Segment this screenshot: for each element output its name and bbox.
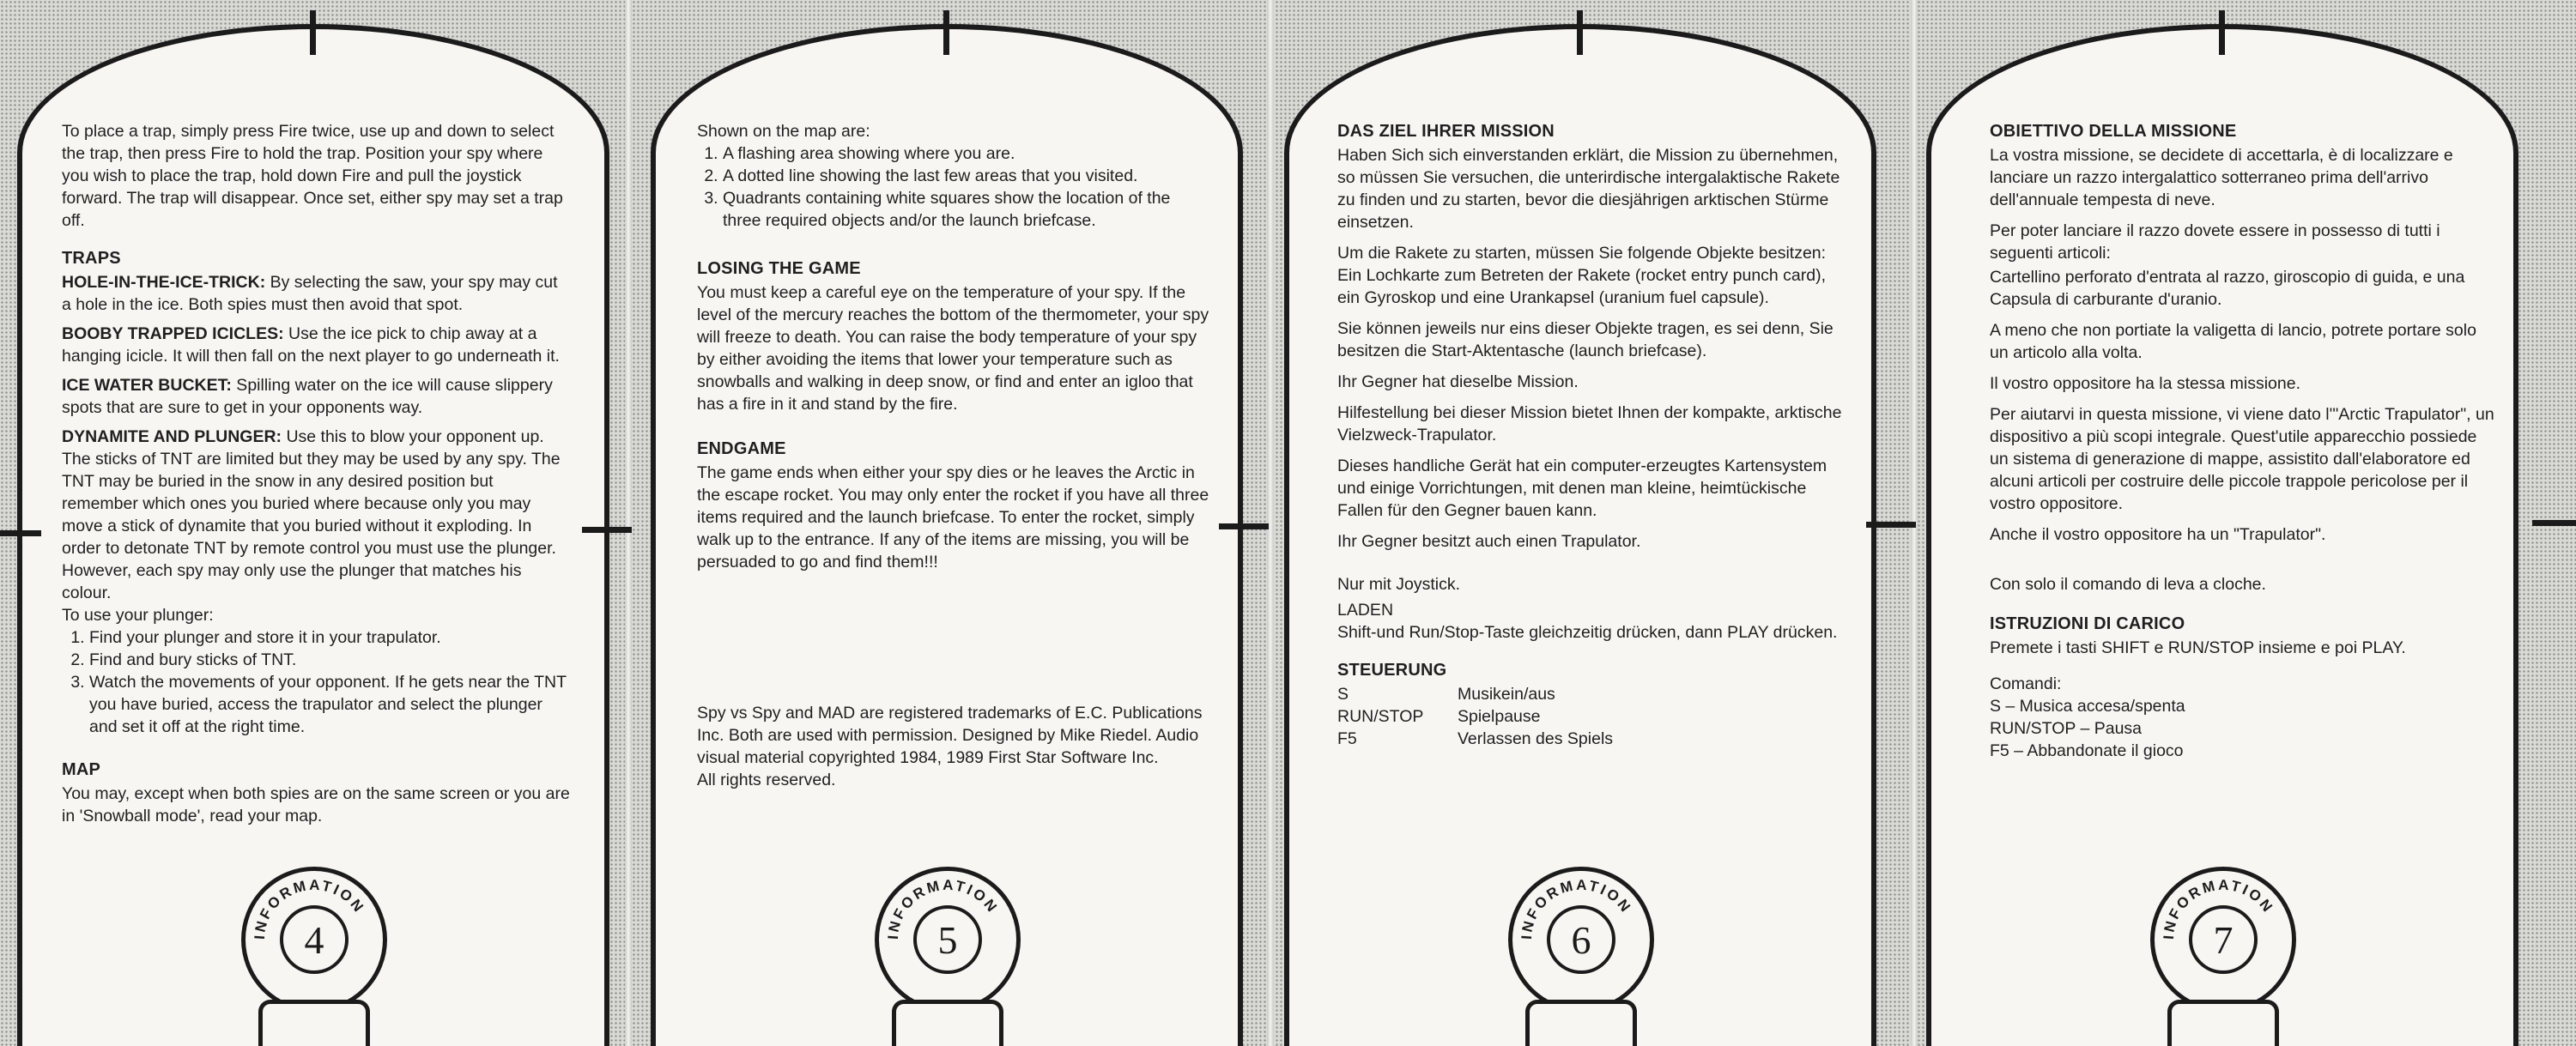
list-item: 2. Find and bury sticks of TNT. — [89, 649, 570, 671]
page-fold — [625, 0, 632, 1046]
trap-entry: HOLE-IN-THE-ICE-TRICK: By selecting the saw, your spy may cut a hole in the ice. Both spies must then avoid that spot. — [62, 273, 558, 314]
control-key: RUN/STOP — [1337, 707, 1424, 726]
controls-table — [1337, 683, 1846, 750]
command-item: RUN/STOP – Pausa — [1990, 719, 2143, 738]
information-badge — [241, 867, 387, 1013]
load-heading: ISTRUZIONI DI CARICO — [1990, 614, 2185, 633]
information-badge — [2150, 867, 2296, 1013]
paragraph: Cartellino perforato d'entrata al razzo, giroscopio di guida, e una Capsula di carburante d'uranio. — [1990, 268, 2465, 309]
load-text: Shift-und Run/Stop-Taste gleichzeitig drücken, dann PLAY drücken. — [1337, 623, 1838, 642]
losing-heading: LOSING THE GAME — [697, 259, 861, 278]
top-notch — [310, 10, 316, 55]
map-text: You may, except when both spies are on the same screen or you are in 'Snowball mode', read your map. — [62, 784, 570, 825]
paragraph: Ihr Gegner besitzt auch einen Trapulator. — [1337, 532, 1641, 551]
list-item: 1. A flashing area showing where you are. — [723, 142, 1210, 165]
list-item: 1. Find your plunger and store it in your trapulator. — [89, 626, 570, 649]
paragraph: Um die Rakete zu starten, müssen Sie folgende Objekte besitzen: Ein Lochkarte zum Betreten der Rakete (rocket entry punch card), ein Gyroskop und eine Urankapsel (uranium fuel capsule). — [1337, 244, 1827, 307]
map-items — [697, 142, 1210, 232]
page-7-content — [1990, 120, 2498, 762]
mission-heading: OBIETTIVO DELLA MISSIONE — [1990, 122, 2237, 141]
control-action: Verlassen des Spiels — [1458, 729, 1614, 748]
trademark-text: Spy vs Spy and MAD are registered trademarks of E.C. Publications Inc. Both are used with permission. Designed by Mike Riedel. Audio visual material copyrighted 1984, 1989 First Star Software Inc. — [697, 704, 1203, 767]
information-badge — [875, 867, 1021, 1013]
badge-stem — [1525, 1000, 1637, 1046]
trap-entry: DYNAMITE AND PLUNGER: Use this to blow your opponent up. The sticks of TNT are limited but they may be used by any spy. The TNT may be buried in the snow in any desired position but remember which ones you buried where because only you may move a stick of dynamite that you buried without it exploding. In order to detonate TNT by remote control you must use the plunger. However, each spy may only use the plunger that matches his colour. — [62, 427, 561, 602]
endgame-heading: ENDGAME — [697, 439, 786, 458]
map-heading: MAP — [62, 760, 101, 779]
svg-text:INFORMATION: INFORMATION — [1518, 876, 1635, 940]
list-item: 3. Quadrants containing white squares show the location of the three required objects and/or the launch briefcase. — [723, 187, 1210, 232]
map-intro: Shown on the map are: — [697, 122, 870, 141]
paragraph: La vostra missione, se decidete di accettarla, è di localizzare e lanciare un razzo intergalattico sotterraneo prima dell'arrivo dell'annuale tempesta di neve. — [1990, 146, 2453, 209]
paragraph: Per aiutarvi in questa missione, vi viene dato l'"Arctic Trapulator", un dispositivo a più scopi integrale. Quest'utile apparecchio possiede un sistema di generazione di mappe, assistito dall'elaboratore ed alcuni articoli per costruire delle piccole trappole pericolose per il vostro oppositore. — [1990, 405, 2494, 513]
page-number: 5 — [937, 918, 958, 962]
page-number: 6 — [1571, 918, 1591, 962]
trap-entry: BOOBY TRAPPED ICICLES: Use the ice pick to chip away at a hanging icicle. It will then fall on the next player to go underneath it. — [62, 324, 560, 366]
top-notch — [943, 10, 949, 55]
paragraph: Hilfestellung bei dieser Mission bietet Ihnen der kompakte, arktische Vielzweck-Trapulator. — [1337, 403, 1842, 444]
endgame-text: The game ends when either your spy dies or he leaves the Arctic in the escape rocket. You may only enter the rocket if you have all three items required and the launch briefcase. To enter the rocket, simply walk up to the entrance. If any of the items are missing, you will be persuaded to go and find them!!! — [697, 463, 1209, 571]
top-notch — [2219, 10, 2225, 55]
badge-stem — [2167, 1000, 2279, 1046]
top-notch — [1577, 10, 1583, 55]
badge-ring-icon — [245, 871, 383, 1008]
list-item: 2. A dotted line showing the last few areas that you visited. — [723, 165, 1210, 187]
page-5-content — [697, 120, 1210, 800]
plunger-intro: To use your plunger: — [62, 606, 214, 625]
badge-ring-icon — [2155, 871, 2292, 1008]
load-heading: LADEN — [1337, 601, 1394, 620]
traps-heading: TRAPS — [62, 249, 121, 268]
paragraph: Ihr Gegner hat dieselbe Mission. — [1337, 372, 1579, 391]
information-badge — [1508, 867, 1654, 1013]
joystick-text: Con solo il comando di leva a cloche. — [1990, 575, 2266, 594]
load-text: Premete i tasti SHIFT e RUN/STOP insieme e poi PLAY. — [1990, 638, 2406, 657]
fold-mark — [1866, 522, 1916, 528]
paragraph: Dieses handliche Gerät hat ein computer-erzeugtes Kartensystem und einige Vorrichtungen, mit denen man kleine, heimtückische Fallen für den Gegner bauen kann. — [1337, 456, 1827, 520]
paragraph: Il vostro oppositore ha la stessa missione. — [1990, 374, 2301, 393]
svg-text:INFORMATION: INFORMATION — [2160, 876, 2277, 940]
mission-heading: DAS ZIEL IHRER MISSION — [1337, 122, 1555, 141]
control-key: F5 — [1337, 729, 1357, 748]
control-key: S — [1337, 685, 1349, 704]
fold-mark — [0, 530, 41, 536]
rights-text: All rights reserved. — [697, 771, 836, 789]
command-item: S – Musica accesa/spenta — [1990, 697, 2185, 716]
svg-text:INFORMATION: INFORMATION — [251, 876, 368, 940]
list-item: 3. Watch the movements of your opponent. If he gets near the TNT you have buried, access the trapulator and select the plunger and set it off at the right time. — [89, 671, 570, 738]
control-action: Musikein/aus — [1458, 685, 1555, 704]
page-4-content — [62, 120, 570, 836]
control-action: Spielpause — [1458, 707, 1541, 726]
fold-mark — [2532, 520, 2576, 526]
page-number: 4 — [304, 918, 324, 962]
paragraph: Anche il vostro oppositore ha un "Trapulator". — [1990, 525, 2326, 544]
badge-ring-icon — [879, 871, 1016, 1008]
paragraph: Sie können jeweils nur eins dieser Objekte tragen, es sei denn, Sie besitzen die Start-Aktentasche (launch briefcase). — [1337, 319, 1834, 360]
paragraph: Per poter lanciare il razzo dovete essere in possesso di tutti i seguenti articoli: — [1990, 221, 2440, 263]
fold-mark — [1219, 523, 1269, 529]
commands-label: Comandi: — [1990, 674, 2062, 693]
paragraph: A meno che non portiate la valigetta di lancio, potrete portare solo un articolo alla volta. — [1990, 321, 2476, 362]
page-6-content — [1337, 120, 1846, 750]
trap-intro: To place a trap, simply press Fire twice, use up and down to select the trap, then press Fire to hold the trap. Position your spy where you wish to place the trap, hold down Fire and pull the joystick forward. The trap will disappear. Once set, either spy may set a trap off. — [62, 122, 563, 230]
paragraph: Haben Sich sich einverstanden erklärt, die Mission zu übernehmen, so müssen Sie versuchen, die unterirdische intergalaktische Rakete zu finden und zu starten, bevor die diesjährigen arktischen Stürme einsetzen. — [1337, 146, 1840, 232]
losing-text: You must keep a careful eye on the temperature of your spy. If the level of the mercury reaches the bottom of the thermometer, your spy will freeze to death. You can raise the body temperature of your spy by either avoiding the items that lower your temperature such as snowballs and walking in deep snow, or find and enter an igloo that has a fire in it and stand by the fire. — [697, 283, 1209, 414]
badge-ring-icon — [1512, 871, 1650, 1008]
badge-stem — [258, 1000, 370, 1046]
joystick-text: Nur mit Joystick. — [1337, 575, 1461, 594]
fold-mark — [582, 527, 632, 533]
page-number: 7 — [2213, 918, 2234, 962]
controls-heading: STEUERUNG — [1337, 661, 1447, 680]
svg-text:INFORMATION: INFORMATION — [884, 876, 1002, 940]
badge-stem — [892, 1000, 1003, 1046]
command-item: F5 – Abbandonate il gioco — [1990, 741, 2184, 760]
plunger-steps — [62, 626, 570, 738]
trap-entry: ICE WATER BUCKET: Spilling water on the ice will cause slippery spots that are sure to get in your opponents way. — [62, 376, 553, 417]
